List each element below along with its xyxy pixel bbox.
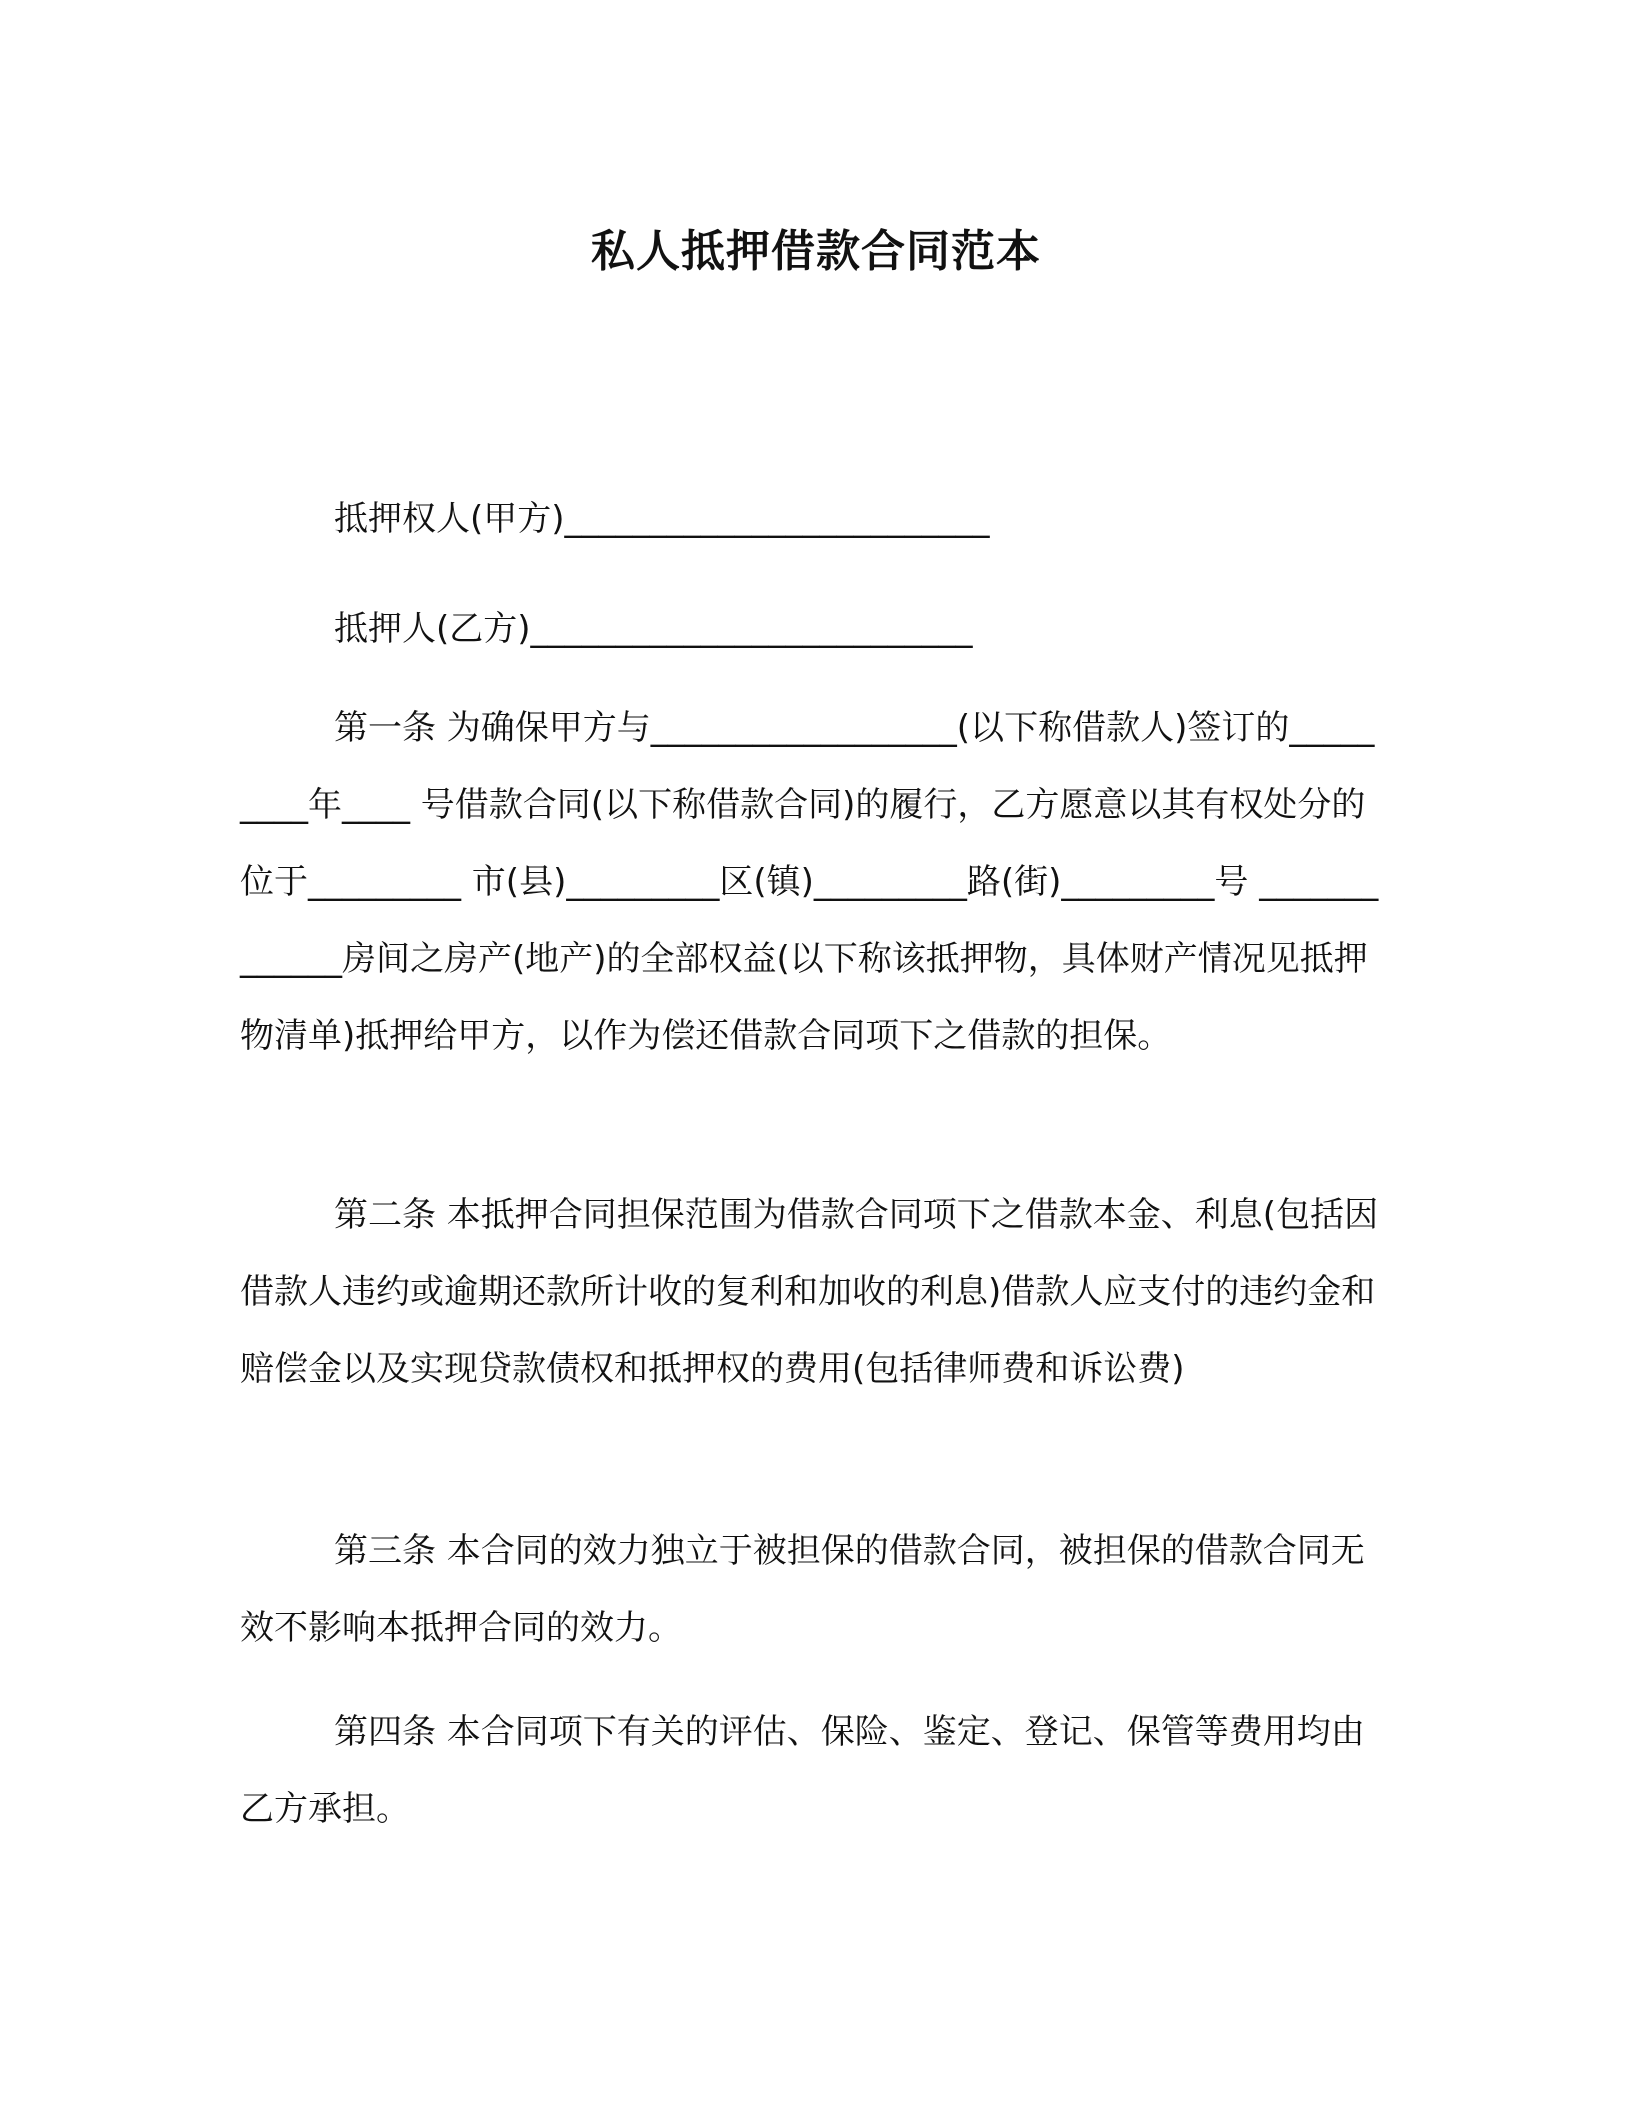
article-2-text: 本抵押合同担保范围为借款合同项下之借款本金、利息(包括因借款人违约或逾期还款所计收的复利和加收的利息)借款人应支付的违约金和赔偿金以及实现贷款债权和抵押权的费用(包括律师费和诉讼费) (240, 1195, 1379, 1389)
document-title: 私人抵押借款合同范本 (591, 226, 1041, 277)
article-1-text: 为确保甲方与__________________(以下称借款人)签订的_________年____ 号借款合同(以下称借款合同)的履行，乙方愿意以其有权处分的位于_________ 市(县)_________区(镇)_________路(街)_________号 _____________房间之房产(地产)的全部权益(以下称该抵押物，具体财产情况见抵押物清单)抵押给甲方，以作为偿还借款合同项下之借款的担保。 (240, 708, 1379, 1056)
article-4-text: 本合同项下有关的评估、保险、鉴定、登记、保管等费用均由乙方承担。 (240, 1712, 1365, 1829)
article-1-heading: 第一条 (334, 708, 436, 748)
article-1 (240, 690, 1380, 1075)
article-2 (240, 1177, 1380, 1408)
article-3-text: 本合同的效力独立于被担保的借款合同，被担保的借款合同无效不影响本抵押合同的效力。 (240, 1531, 1365, 1648)
party-b-line: 抵押人(乙方)__________________________ (334, 609, 973, 649)
article-4 (240, 1694, 1380, 1848)
article-3-heading: 第三条 (334, 1531, 436, 1571)
article-4-heading: 第四条 (334, 1712, 436, 1752)
article-2-heading: 第二条 (334, 1195, 436, 1235)
party-a-line: 抵押权人(甲方)_________________________ (334, 499, 990, 539)
article-3 (240, 1513, 1380, 1667)
